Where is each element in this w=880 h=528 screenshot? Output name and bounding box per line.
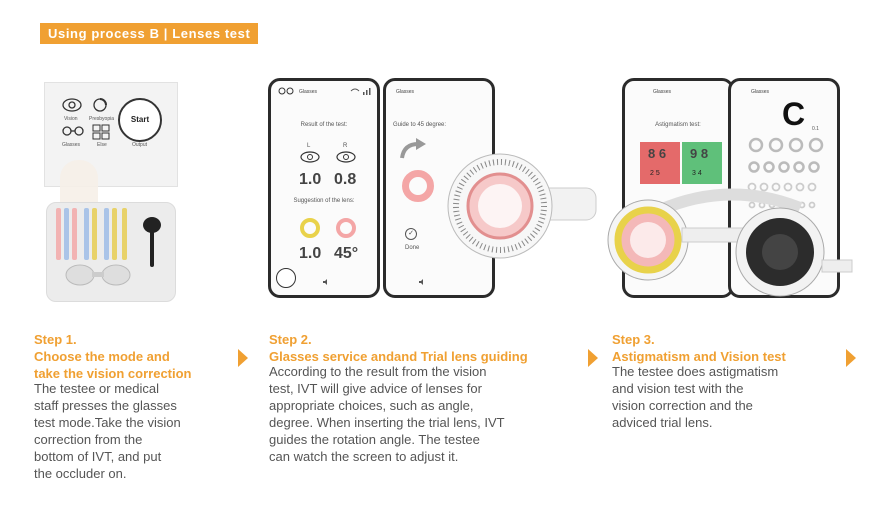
done-label: Done	[405, 245, 420, 251]
result-label: Result of the test:	[300, 122, 348, 128]
yellow-lens-icon	[300, 218, 320, 238]
pink-lens-icon	[336, 218, 356, 238]
glasses-icon	[278, 87, 294, 95]
glasses-label: Glasses	[62, 142, 81, 148]
lens-rack	[104, 208, 109, 260]
angle-value: 45°	[334, 245, 359, 262]
presbyopia-icon	[92, 97, 108, 113]
start-button[interactable]: Start	[118, 98, 162, 142]
pink-lens-icon	[402, 170, 434, 202]
trial-frame-glasses-illustration	[600, 180, 855, 305]
app-title: Glasses	[396, 89, 415, 95]
glasses-icon	[62, 126, 84, 136]
phone-result	[268, 78, 380, 298]
landolt-c-large: C	[782, 96, 806, 132]
step3-description: The testee does astigmatism and vision test with the vision correction and the adviced trial lens.	[612, 364, 779, 430]
guide-label: Guide to 45 degree:	[393, 122, 447, 128]
occluder-icon	[140, 215, 164, 271]
next-arrow-icon	[588, 349, 598, 367]
lens-rack	[92, 208, 97, 260]
else-label: Else	[97, 142, 107, 148]
step1-description: The testee or medical staff presses the glasses test mode.Take the vision correction from the bottom of IVT, and put the occluder on.	[34, 381, 181, 481]
process-banner: Using process B | Lenses test	[40, 23, 258, 44]
output-label: Output	[132, 142, 148, 148]
green-bottom-numbers: 3 4	[692, 170, 702, 177]
trial-lens-dial-illustration	[440, 150, 600, 260]
green-top-numbers: 9 8	[690, 146, 709, 161]
step2-heading: Step 2.	[269, 332, 312, 347]
speaker-icon	[322, 278, 330, 286]
eye-icon	[62, 98, 82, 112]
app-title: Glasses	[653, 89, 672, 95]
rotate-arrow-icon	[398, 138, 432, 166]
presbyopia-label: Presbyopia	[89, 116, 115, 122]
red-top-numbers: 8 6	[648, 146, 667, 161]
step1-title-line1: Choose the mode and	[34, 349, 170, 364]
check-icon[interactable]: ✓	[405, 228, 417, 240]
app-title: Glasses	[751, 89, 770, 95]
step3-title: Astigmatism and Vision test	[612, 349, 786, 364]
lens-rack	[122, 208, 127, 260]
acuity-value: 0.1	[812, 126, 819, 132]
lens-rack	[56, 208, 61, 260]
speaker-icon	[418, 278, 426, 286]
lens-rack	[112, 208, 117, 260]
right-eye-icon	[336, 151, 356, 163]
vision-label: Vision	[64, 116, 78, 122]
left-eye-label: L	[307, 143, 311, 149]
app-title: Glasses	[299, 89, 318, 95]
right-eye-label: R	[343, 143, 348, 149]
red-bottom-numbers: 2 5	[650, 170, 660, 177]
next-arrow-icon	[846, 349, 856, 367]
step1-heading: Step 1.	[34, 332, 77, 347]
step2-description: According to the result from the vision test, IVT will give advice of lenses for appropriate choices, such as angle, degree. When inserting the trial lens, IVT guides the rotation angle. The testee can watch the screen to adjust it.	[269, 364, 505, 464]
astigmatism-label: Astigmatism test:	[655, 122, 701, 128]
lens-rack	[64, 208, 69, 260]
left-eye-value: 1.0	[299, 171, 322, 188]
left-eye-icon	[300, 151, 320, 163]
lens-value: 1.0	[299, 245, 322, 262]
right-eye-value: 0.8	[334, 171, 357, 188]
step3-heading: Step 3.	[612, 332, 655, 347]
user-avatar-icon[interactable]	[276, 268, 296, 288]
lens-rack	[72, 208, 77, 260]
trial-frame-illustration	[58, 262, 138, 288]
wifi-signal-icon	[350, 87, 372, 95]
step1-title-line2: take the vision correction	[34, 366, 192, 381]
suggestion-label: Suggestion of the lens:	[293, 198, 355, 204]
next-arrow-icon	[238, 349, 248, 367]
else-grid-icon	[92, 124, 110, 140]
step2-title: Glasses service andand Trial lens guiding	[269, 349, 528, 364]
lens-rack	[84, 208, 89, 260]
